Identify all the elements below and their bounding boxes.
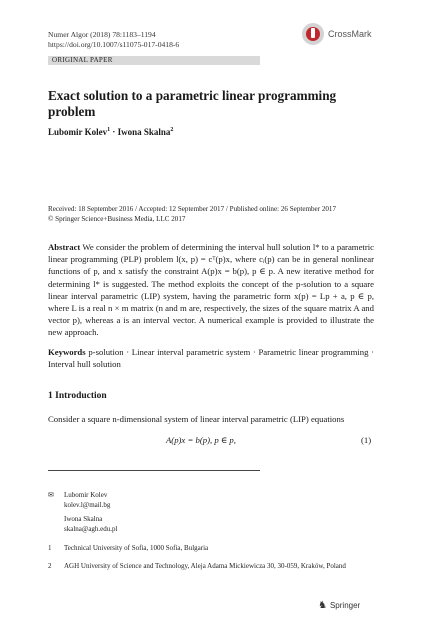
footnote-rule [48,470,260,471]
affiliation-text: Technical University of Sofia, 1000 Sofia, Bulgaria [64,544,209,552]
publisher-name: Springer [329,601,361,610]
author-list [48,127,173,137]
keywords-label: Keywords [48,347,86,357]
author-separator: · [112,127,116,137]
journal-citation: Numer Algor (2018) 78:1183–1194 [48,30,156,39]
contact-name: Lubomir Kolev [64,491,108,499]
publisher-logo [318,600,360,611]
contact-email[interactable]: kolev.l@mail.bg [64,501,111,509]
crossmark-icon [302,23,324,45]
equation: A(p)x = b(p), p ∈ p, [166,435,236,445]
author-name[interactable]: Lubomir Kolev [48,127,108,137]
crossmark-label: CrossMark [328,29,372,39]
contact-email[interactable]: skalna@agh.edu.pl [64,525,118,533]
section-body-text: Consider a square n-dimensional system of linear interval parametric (LIP) equations [48,414,345,424]
abstract [48,241,374,339]
envelope-icon: ✉ [48,491,54,499]
affiliation-marker: 2 [170,127,174,133]
affiliation-number: 1 [48,544,52,552]
keywords [48,346,374,370]
contact-name: Iwona Skalna [64,515,103,523]
article-title: Exact solution to a parametric linear programming problem [48,88,337,119]
abstract-label: Abstract [48,242,81,252]
abstract-text: We consider the problem of determining the interval hull solution l* to a parametric linear programming (PLP) problem l(x, p) = cᵀ(p)x, where cᵢ(p) can be in general nonlinear functions of p, and x satisfy the constraint A(p)x = b(p), p ∈ p. A new iterative method for determining l* is suggested. The method exploits the concept of the p-solution to a square linear interval parametric (LIP) system, having the parametric form x(p) = Lp + a, p ∈ p, where L is a real n × m matrix (n and m are, respectively, the sizes of the square matrix A and vector p), whereas a is an interval vector. A numerical example is provided to illustrate the new approach. [48,242,375,338]
affiliation-number: 2 [48,562,52,570]
copyright-notice: © Springer Science+Business Media, LLC 2017 [48,215,186,223]
publication-dates: Received: 18 September 2016 / Accepted: 12 September 2017 / Published online: 26 September 2017 [48,205,337,213]
springer-horse-icon: ♞ [318,600,327,611]
affiliation-marker: 1 [107,127,111,133]
section-heading: 1 Introduction [48,391,107,401]
doi-link[interactable]: https://doi.org/10.1007/s11075-017-0418-6 [48,40,180,49]
crossmark-badge[interactable] [302,22,382,46]
affiliation-text: AGH University of Science and Technology, Aleja Adama Mickiewicza 30, 30-059, Kraków, Poland [64,562,346,570]
keywords-text: p-solution · Linear interval parametric system · Parametric linear programming · Interval hull solution [48,347,375,370]
section-bar-label: ORIGINAL PAPER [52,56,113,64]
equation-number: (1) [361,435,372,445]
author-name[interactable]: Iwona Skalna [117,127,171,137]
